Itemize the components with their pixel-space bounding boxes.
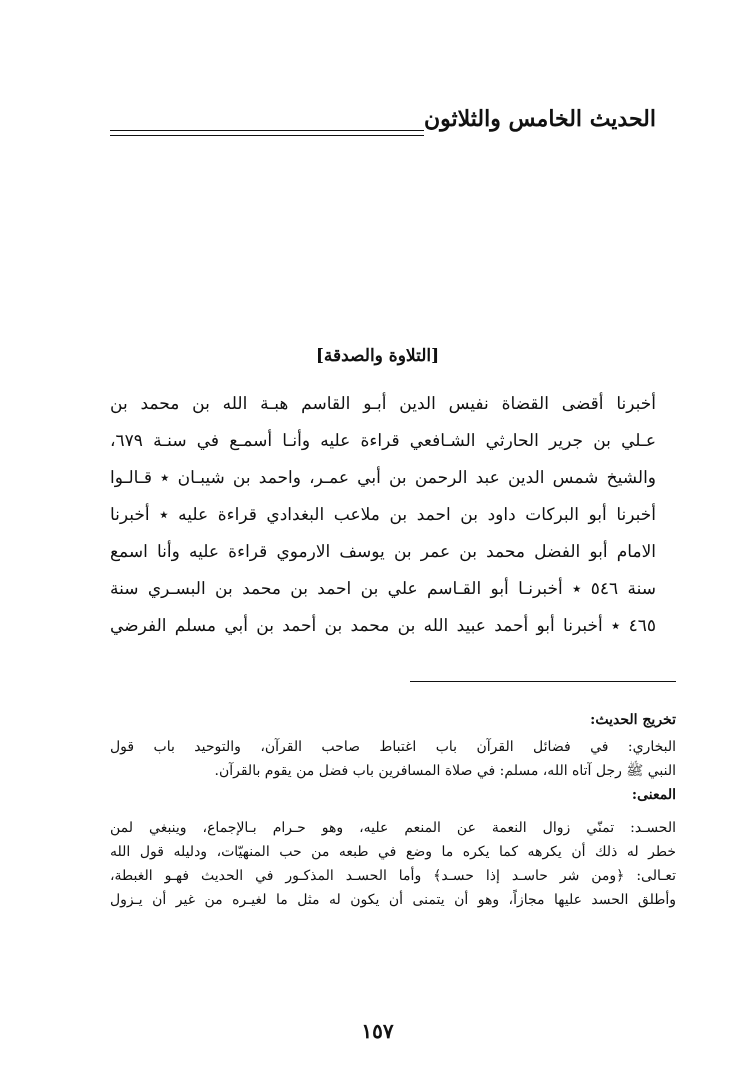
text-line: ٤٦٥ ٭ أخبرنا أبو أحمد عبيد الله بن محمد بن أحمد بن أبي مسلم الفرضي (110, 616, 656, 636)
text-line: الامام أبو الفضل محمد بن عمر بن يوسف الارموي قراءة عليه وأنا اسمع (110, 542, 656, 562)
header-rule (110, 135, 424, 136)
takhrij-line: البخاري: في فضائل القرآن باب اغتباط صاحب القرآن، والتوحيد باب قول (110, 739, 676, 755)
running-header (110, 106, 656, 146)
text-line: سنة ٥٤٦ ٭ أخبرنـا أبو القـاسم علي بن احمد بن محمد بن البسـري سنة (110, 579, 656, 599)
meaning-line: وأطلق الحسد عليها مجازاً، وهو أن يتمنى أن يكون له مثل ما لغيـره من غير أن يـزول (110, 892, 676, 908)
meaning-line: تعـالى: ﴿ومن شر حاسـد إذا حسـد﴾ وأما الحسـد المذكـور في الحديث فهـو الغبطة، (110, 868, 676, 884)
section-title: [التلاوة والصدقة] (315, 346, 440, 366)
header-rule (110, 130, 424, 131)
text-line: أخبرنا أقضى القضاة نفيس الدين أبـو القاسم هبـة الله بن محمد بن (110, 394, 656, 414)
text-line: عـلي بن جرير الحارثي الشـافعي قراءة عليه وأنـا أسمـع في سنـة ٦٧٩، (110, 431, 656, 451)
meaning-line: الحسـد: تمنّي زوال النعمة عن المنعم عليه، وهو حـرام بـالإجماع، وينبغي لمن (110, 820, 676, 836)
takhrij-heading: تخريج الحديث: (590, 712, 676, 728)
page-number: ١٥٧ (361, 1019, 394, 1043)
text-line: والشيخ شمس الدين عبد الرحمن بن أبي عمـر، واحمد بن شيبـان ٭ قـالـوا (110, 468, 656, 488)
takhrij-line: النبي ﷺ رجل آتاه الله، مسلم: في صلاة المسافرين باب فضل من يقوم بالقرآن. (214, 763, 676, 779)
meaning-line: خطر له ذلك أن يكرهه كما يكره ما وضع في طبعه من حب المنهيّات، ودليله قول الله (110, 844, 676, 860)
footnote-separator (410, 681, 676, 682)
chapter-title: الحديث الخامس والثلاثون (423, 106, 656, 132)
text-line: أخبرنا أبو البركات داود بن احمد بن ملاعب البغدادي قراءة عليه ٭ أخبرنا (110, 505, 656, 525)
footnotes (110, 708, 676, 912)
meaning-heading: المعنى: (631, 787, 676, 803)
hadith-text (110, 386, 656, 645)
